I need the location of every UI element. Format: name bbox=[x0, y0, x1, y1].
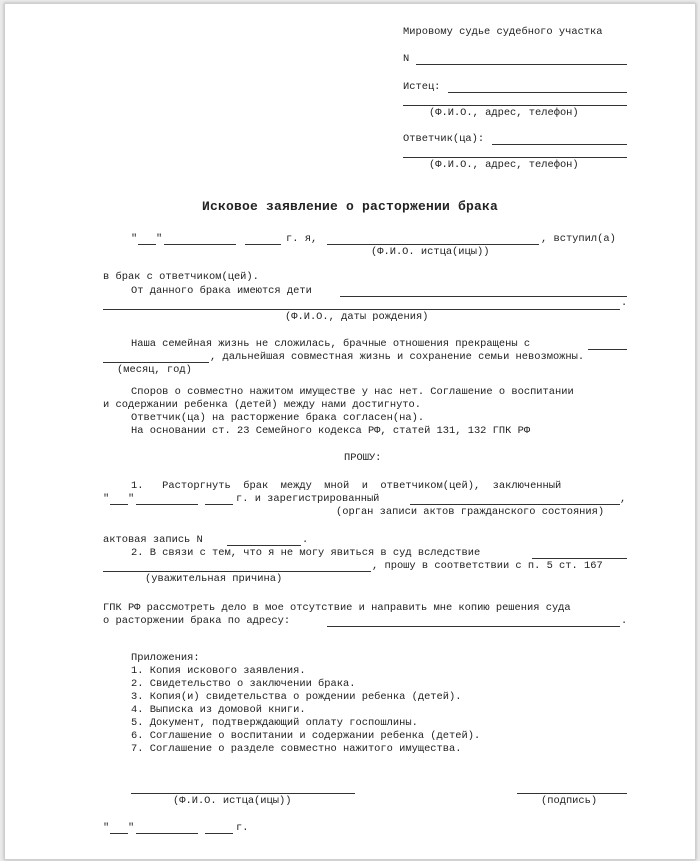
request-item-2: 2. В связи с тем, что я не могу явиться в суд вследствие bbox=[131, 547, 481, 559]
year-suffix-1: г. я, bbox=[286, 233, 318, 245]
entered-into-text: , вступил(а) bbox=[541, 233, 616, 245]
addressee-judge: Мировому судье судебного участка bbox=[403, 26, 603, 38]
item1-year-suffix: г. и зарегистрированный bbox=[236, 493, 380, 505]
court-number-field[interactable] bbox=[416, 64, 627, 65]
relations-date-field[interactable] bbox=[588, 349, 627, 350]
plaintiff-field-line2[interactable] bbox=[403, 105, 627, 106]
sign-year-field[interactable] bbox=[205, 833, 233, 834]
act-record-field[interactable] bbox=[227, 545, 301, 546]
document-title: Исковое заявление о расторжении брака bbox=[201, 199, 499, 214]
sign-month-field[interactable] bbox=[136, 833, 198, 834]
plaintiff-label: Истец: bbox=[403, 81, 441, 93]
defendant-agrees-text: Ответчик(ца) на расторжение брака согласен(на). bbox=[131, 412, 425, 424]
item1-day-field[interactable] bbox=[110, 504, 128, 505]
gpk-text-2: о расторжении брака по адресу: bbox=[103, 615, 291, 627]
date-quote-close: " bbox=[156, 233, 163, 245]
children-period: . bbox=[621, 297, 628, 309]
plaintiff-field[interactable] bbox=[448, 92, 627, 93]
request-item-1: 1. Расторгнуть брак между мной и ответчиком(цей), заключенный bbox=[131, 480, 562, 492]
attachment-item: 4. Выписка из домовой книги. bbox=[131, 704, 306, 716]
item2-continuation: , прошу в соответствии с п. 5 ст. 167 bbox=[372, 560, 603, 572]
attachment-item: 1. Копия искового заявления. bbox=[131, 665, 306, 677]
reason-field[interactable] bbox=[532, 558, 627, 559]
sign-quote-open: " bbox=[103, 822, 110, 834]
act-record-period: . bbox=[302, 534, 309, 546]
attachment-item: 3. Копия(и) свидетельства о рождении ребенка (детей). bbox=[131, 691, 462, 703]
defendant-field[interactable] bbox=[492, 144, 627, 145]
address-period: . bbox=[621, 615, 628, 627]
signature-caption: (подпись) bbox=[541, 795, 598, 807]
children-text: От данного брака имеются дети bbox=[131, 285, 312, 297]
registry-caption: (орган записи актов гражданского состояния) bbox=[336, 506, 605, 518]
marriage-year-field[interactable] bbox=[245, 244, 281, 245]
defendant-field-line2[interactable] bbox=[403, 157, 627, 158]
valid-reason-caption: (уважительная причина) bbox=[145, 573, 283, 585]
attachment-item: 7. Соглашение о разделе совместно нажитого имущества. bbox=[131, 743, 462, 755]
property-text-1: Споров о совместно нажитом имуществе у нас нет. Соглашение о воспитании bbox=[131, 386, 574, 398]
marriage-month-field[interactable] bbox=[164, 244, 236, 245]
registry-comma: , bbox=[620, 493, 627, 505]
property-text-2: и содержании ребенка (детей) между нами достигнуто. bbox=[103, 399, 422, 411]
reason-field-line2[interactable] bbox=[103, 571, 371, 572]
item1-month-field[interactable] bbox=[136, 504, 198, 505]
document-page bbox=[4, 3, 696, 860]
marriage-day-field[interactable] bbox=[138, 244, 156, 245]
plaintiff-caption: (Ф.И.О., адрес, телефон) bbox=[429, 107, 579, 119]
defendant-caption: (Ф.И.О., адрес, телефон) bbox=[429, 159, 579, 171]
relations-continuation: , дальнейшая совместная жизнь и сохранение семьи невозможны. bbox=[210, 351, 585, 363]
defendant-label: Ответчик(ца): bbox=[403, 133, 485, 145]
children-field-line2[interactable] bbox=[103, 309, 620, 310]
request-heading: ПРОШУ: bbox=[344, 452, 382, 464]
attachment-item: 6. Соглашение о воспитании и содержании ребенка (детей). bbox=[131, 730, 481, 742]
sign-day-field[interactable] bbox=[110, 833, 128, 834]
in-marriage-text: в брак с ответчиком(цей). bbox=[103, 271, 259, 283]
children-field[interactable] bbox=[340, 296, 627, 297]
month-year-caption: (месяц, год) bbox=[117, 364, 192, 376]
registry-field[interactable] bbox=[410, 504, 620, 505]
legal-basis-text: На основании ст. 23 Семейного кодекса РФ, статей 131, 132 ГПК РФ bbox=[131, 425, 531, 437]
children-caption: (Ф.И.О., даты рождения) bbox=[285, 311, 429, 323]
item1-quote-open: " bbox=[103, 493, 110, 505]
gpk-text-1: ГПК РФ рассмотреть дело в мое отсутствие и направить мне копию решения суда bbox=[103, 602, 571, 614]
sign-quote-close: " bbox=[128, 822, 135, 834]
item1-year-field[interactable] bbox=[205, 504, 233, 505]
attachment-item: 2. Свидетельство о заключении брака. bbox=[131, 678, 356, 690]
signature-name-caption: (Ф.И.О. истца(ицы)) bbox=[173, 795, 292, 807]
relations-text: Наша семейная жизнь не сложилась, брачные отношения прекращены с bbox=[131, 338, 531, 350]
court-number-label: N bbox=[403, 53, 410, 65]
signature-field[interactable] bbox=[517, 793, 627, 794]
date-quote-open: " bbox=[131, 233, 138, 245]
plaintiff-name-field[interactable] bbox=[327, 244, 539, 245]
item1-quote-close: " bbox=[128, 493, 135, 505]
relations-date-field-line2[interactable] bbox=[103, 362, 209, 363]
plaintiff-name-caption: (Ф.И.О. истца(ицы)) bbox=[371, 246, 490, 258]
signature-name-field[interactable] bbox=[131, 793, 355, 794]
attachment-item: 5. Документ, подтверждающий оплату госпошлины. bbox=[131, 717, 418, 729]
attachments-heading: Приложения: bbox=[131, 652, 200, 664]
sign-year-suffix: г. bbox=[236, 822, 249, 834]
act-record-text: актовая запись N bbox=[103, 534, 203, 546]
address-field[interactable] bbox=[327, 626, 620, 627]
